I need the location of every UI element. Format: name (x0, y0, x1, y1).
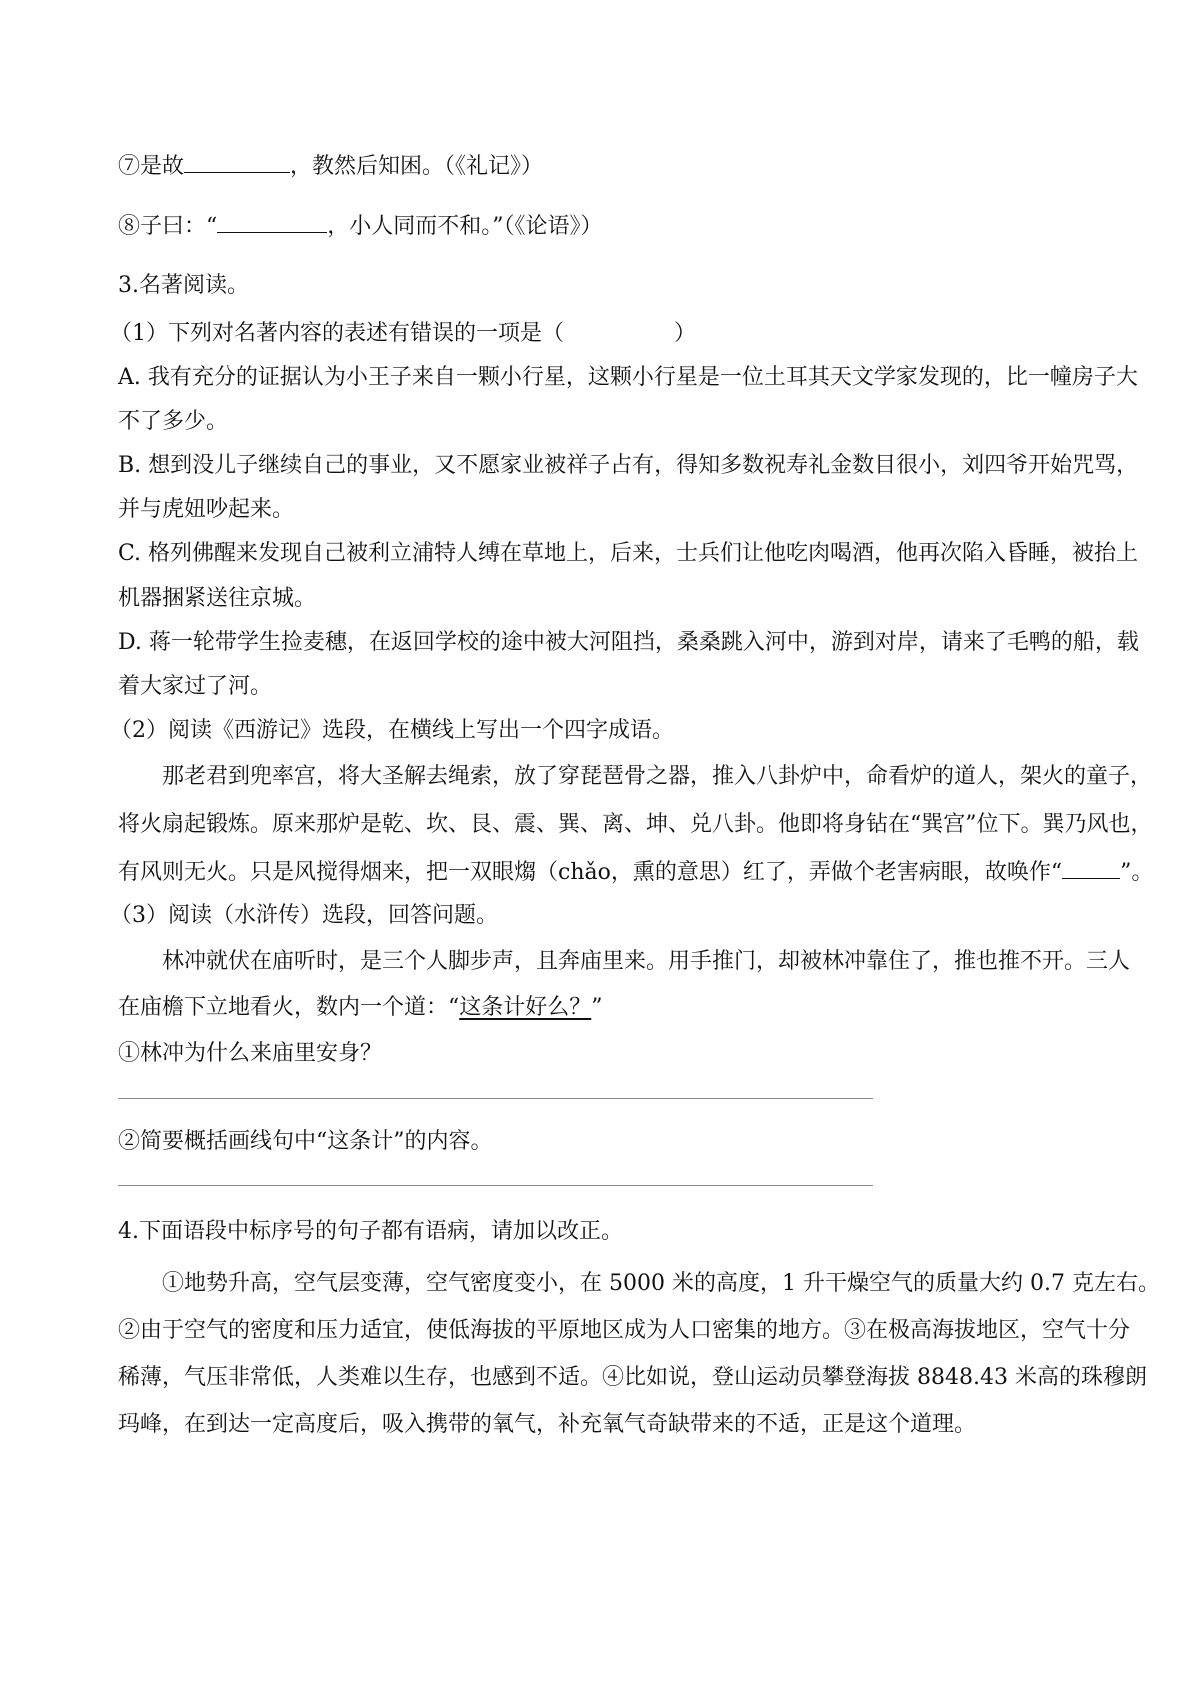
quote-close: ” (591, 995, 603, 1020)
item-8-before: ⑧子曰：“ (118, 214, 218, 239)
sub2-stem: （2）阅读《西游记》选段，在横线上写出一个四字成语。 (110, 718, 674, 743)
sub3-question-1: ①林冲为什么来庙里安身？ (118, 1041, 383, 1066)
item-7-blank[interactable] (184, 152, 290, 173)
item-7-before: ⑦是故 (118, 154, 185, 179)
option-c-line1: C. 格列佛醒来发现自己被利立浦特人缚在草地上，后来，士兵们让他吃肉喝酒，他再次陷入昏睡，被抬上 (118, 541, 1139, 566)
question-3-title: 3.名著阅读。 (118, 273, 249, 298)
q4-passage-line2: ②由于空气的密度和压力适宜，使低海拔的平原地区成为人口密集的地方。③在极高海拔地区，空气十分 (118, 1318, 1131, 1343)
sub3-passage-line1: 林冲就伏在庙听时，是三个人脚步声，且奔庙里来。用手推门，却被林冲靠住了，推也推不开。三人 (162, 949, 1131, 974)
sub1-stem-text: （1）下列对名著内容的表述有错误的一项是（ (110, 321, 564, 346)
answer-line-2[interactable] (118, 1185, 873, 1186)
sub2-passage-line3 (118, 858, 1154, 887)
sub3-stem: （3）阅读（水浒传）选段，回答问题。 (110, 903, 498, 928)
option-c-line2: 机器捆紧送往京城。 (118, 586, 317, 611)
sub2-passage-line2: 将火扇起锻炼。原来那炉是乾、坎、艮、震、巽、离、坤、兑八卦。他即将身钻在“巽宫”位下。巽乃风也， (118, 812, 1153, 837)
quote-open: “ (448, 995, 460, 1020)
sub3-passage-line2-text: 在庙檐下立地看火，数内一个道： (118, 995, 449, 1020)
option-b-line1: B. 想到没儿子继续自己的事业，又不愿家业被祥子占有，得知多数祝寿礼金数目很小，刘四爷开始咒骂， (118, 453, 1139, 478)
sub1-stem (110, 320, 1100, 348)
sub3-question-2: ②简要概括画线句中“这条计”的内容。 (118, 1129, 493, 1154)
option-a-line2: 不了多少。 (118, 409, 229, 434)
item-8 (118, 212, 1100, 241)
q4-passage-line1: ①地势升高，空气层变薄，空气密度变小，在 5000 米的高度，1 升干燥空气的质量大约 0.7 克左右。 (162, 1271, 1160, 1296)
underlined-sentence: 这条计好么？ (459, 995, 592, 1020)
answer-line-1[interactable] (118, 1098, 873, 1099)
option-d-line1: D. 蒋一轮带学生捡麦穗，在返回学校的途中被大河阻挡，桑桑跳入河中，游到对岸，请来了毛鸭的船，载 (118, 630, 1139, 655)
q4-passage-line3: 稀薄，气压非常低，人类难以生存，也感到不适。④比如说，登山运动员攀登海拔 8848.43 米高的珠穆朗 (118, 1365, 1147, 1390)
idiom-blank[interactable] (1062, 858, 1120, 879)
sub2-passage-line1: 那老君到兜率宫，将大圣解去绳索，放了穿琵琶骨之器，推入八卦炉中，命看炉的道人，架火的童子， (162, 764, 1153, 789)
q4-passage-line4: 玛峰，在到达一定高度后，吸入携带的氧气，补充氧气奇缺带来的不适，正是这个道理。 (118, 1412, 977, 1437)
sub1-stem-end: ） (674, 321, 697, 346)
item-7-after: ，教然后知困。（《礼记》） (290, 154, 544, 179)
item-8-after: ，小人同而不和。”（《论语》） (327, 214, 603, 239)
option-d-line2: 着大家过了河。 (118, 674, 273, 699)
sub3-passage-line2 (118, 994, 1100, 1022)
option-b-line2: 并与虎妞吵起来。 (118, 497, 295, 522)
question-4-title: 4.下面语段中标序号的句子都有语病，请加以改正。 (118, 1219, 623, 1244)
item-7 (118, 152, 1100, 181)
option-a-line1: A. 我有充分的证据认为小王子来自一颗小行星，这颗小行星是一位土耳其天文学家发现的，比一幢房子大 (118, 365, 1138, 390)
item-8-blank[interactable] (217, 212, 327, 233)
sub2-passage-line3-text: 有风则无火。只是风搅得烟来，把一双眼煼（chǎo，熏的意思）红了，弄做个老害病眼，故唤作“ (118, 860, 1063, 885)
sub2-passage-line3-close: ”。 (1120, 860, 1154, 885)
